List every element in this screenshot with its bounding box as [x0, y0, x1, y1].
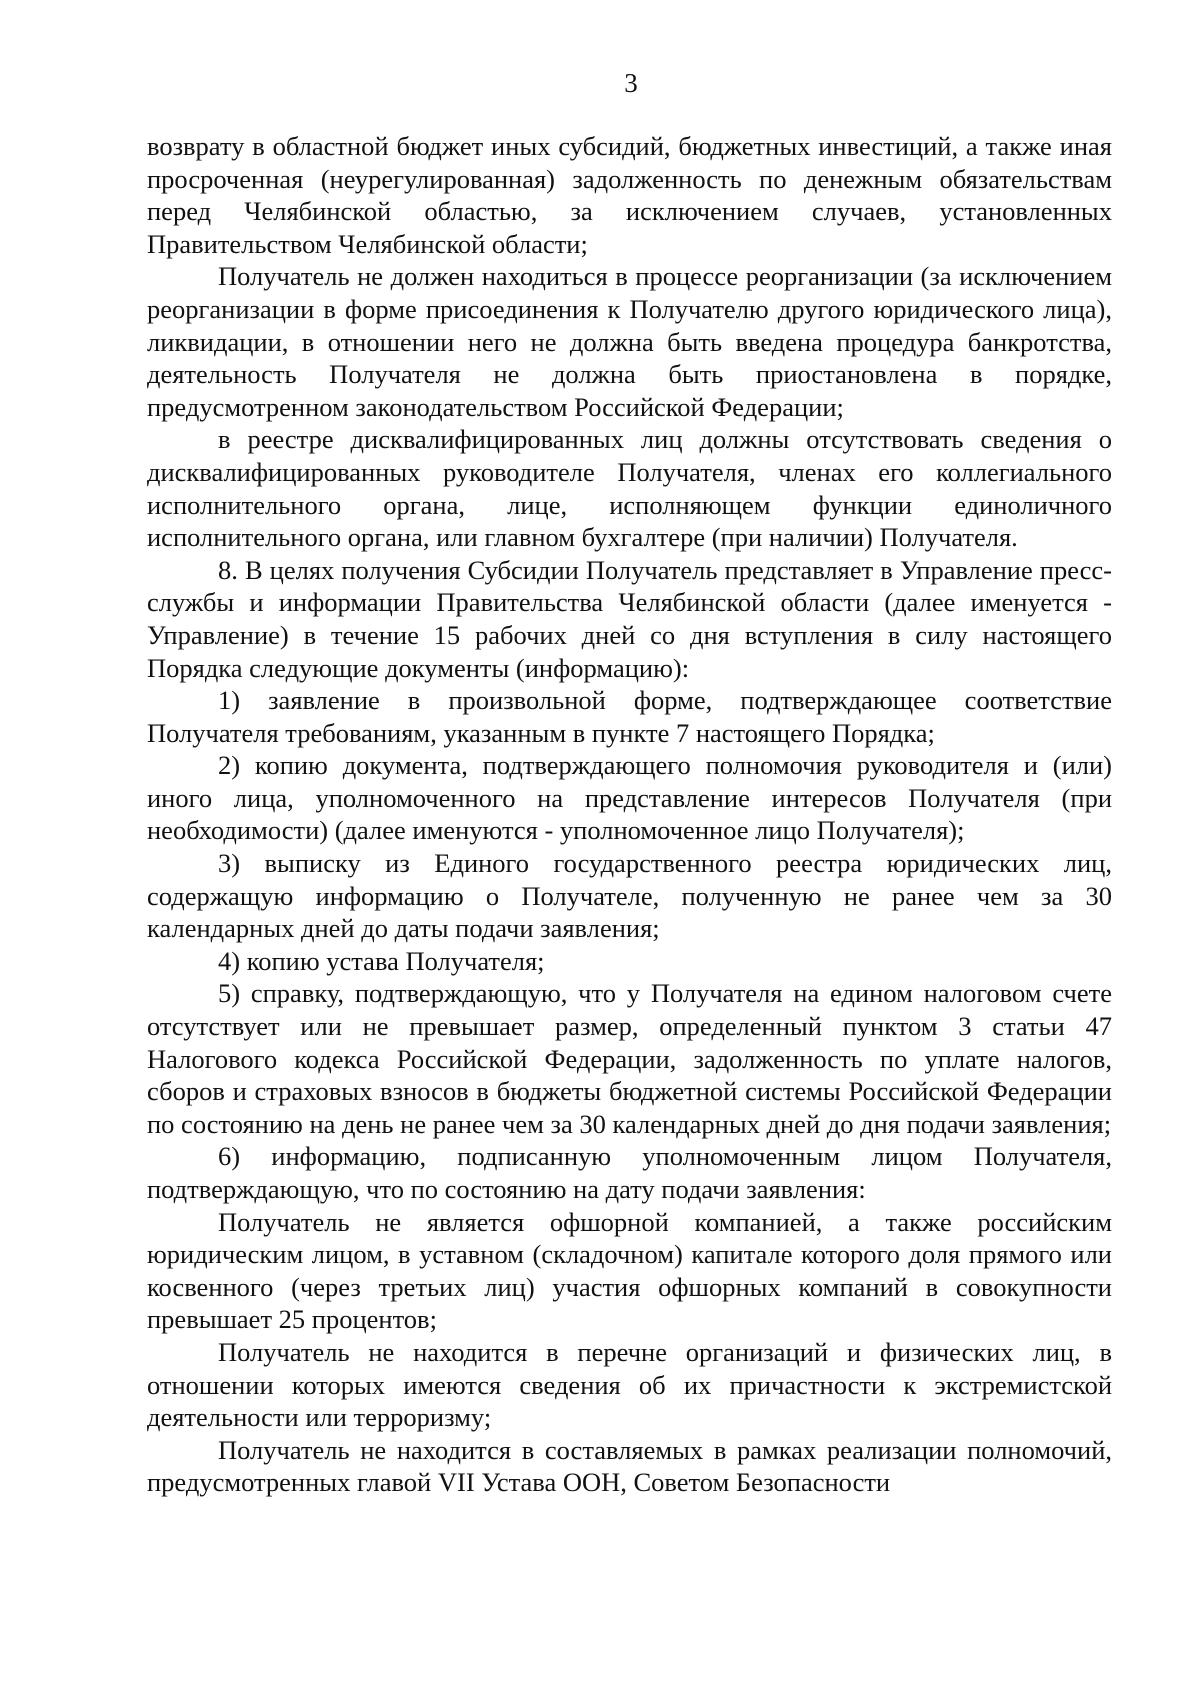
paragraph: 6) информацию, подписанную уполномоченным лицом Получателя, подтверждающую, что по состоянию на дату подачи заявления: [147, 1141, 1112, 1204]
paragraph: 1) заявление в произвольной форме, подтверждающее соответствие Получателя требованиям, указанным в пункте 7 настоящего Порядка; [147, 685, 1112, 748]
paragraph: 4) копию устава Получателя; [218, 945, 545, 976]
paragraph: 2) копию документа, подтверждающего полномочия руководителя и (или) иного лица, уполномоченного на представление интересов Получателя (при необходимости) (далее именуются - уполномоченное лицо Получателя); [147, 750, 1112, 846]
paragraph: Получатель не является офшорной компанией, а также российским юридическим лицом, в уставном (складочном) капитале которого доля прямого или косвенного (через третьих лиц) участия офшорных компаний в совокупности превышает 25 процентов; [147, 1206, 1112, 1335]
paragraph: Получатель не находится в перечне организаций и физических лиц, в отношении которых имеются сведения об их причастности к экстремистской деятельности или терроризму; [147, 1336, 1112, 1433]
paragraph: 8. В целях получения Субсидии Получатель представляет в Управление пресс-службы и информации Правительства Челябинской области (далее именуется - Управление) в течение 15 рабочих дней со дня вступления в силу настоящего Порядка следующие документы (информацию): [147, 554, 1112, 683]
paragraph: 3) выписку из Единого государственного реестра юридических лиц, содержащую информацию о Получателе, полученную не ранее чем за 30 календарных дней до даты подачи заявления; [147, 848, 1112, 944]
page-number: 3 [624, 68, 638, 98]
document-body [147, 130, 1112, 1499]
paragraph: Получатель не находится в составляемых в рамках реализации полномочий, предусмотренных главой VII Устава ООН, Советом Безопасности [147, 1434, 1112, 1498]
paragraph: 5) справку, подтверждающую, что у Получателя на едином налоговом счете отсутствует или не превышает размер, определенный пунктом 3 статьи 47 Налогового кодекса Российской Федерации, задолженность по уплате налогов, сборов и страховых взносов в бюджеты бюджетной системы Российской Федерации по состоянию на день не ранее чем за 30 календарных дней до дня подачи заявления; [147, 978, 1112, 1139]
paragraph: возврату в областной бюджет иных субсидий, бюджетных инвестиций, а также иная просроченная (неурегулированная) задолженность по денежным обязательствам перед Челябинской областью, за исключением случаев, установленных Правительством Челябинской области; [147, 131, 1112, 259]
paragraph: в реестре дисквалифицированных лиц должны отсутствовать сведения о дисквалифицированных руководителе Получателя, членах его коллегиального исполнительного органа, лице, исполняющем функции единоличного исполнительного органа, или главном бухгалтере (при наличии) Получателя. [147, 424, 1112, 553]
paragraph: Получатель не должен находиться в процессе реорганизации (за исключением реорганизации в форме присоединения к Получателю другого юридического лица), ликвидации, в отношении него не должна быть введена процедура банкротства, деятельность Получателя не должна быть приостановлена в порядке, предусмотренном законодательством Российской Федерации; [147, 261, 1112, 422]
